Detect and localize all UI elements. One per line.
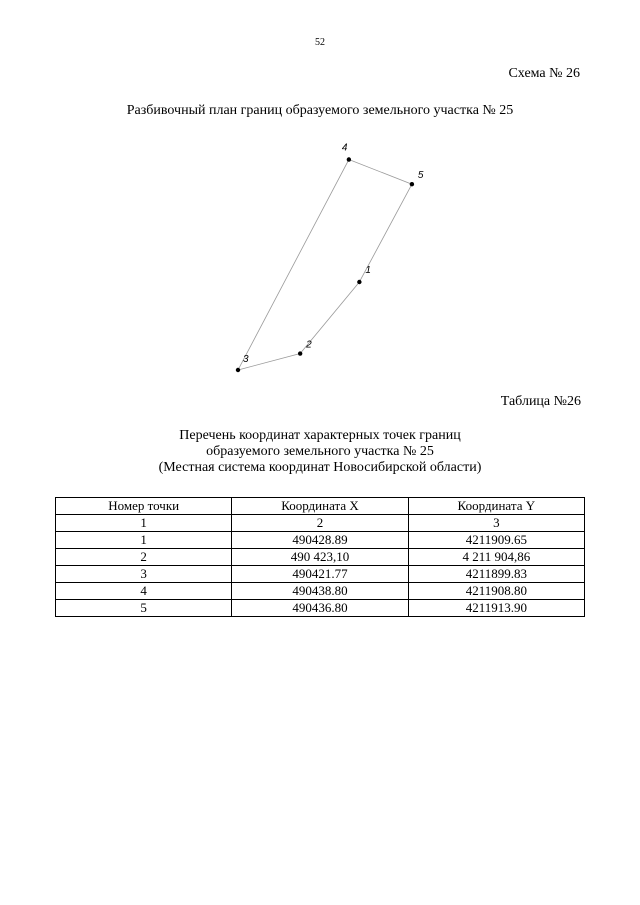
boundary-point-label: 5: [417, 170, 424, 182]
table-header-row: [56, 498, 585, 515]
table-cell: 3: [408, 515, 584, 532]
table-cell: 490421.77: [232, 566, 408, 583]
table-cell: 490436.80: [232, 600, 408, 617]
page-number: 52: [315, 37, 325, 48]
table-numbering-row: [56, 515, 585, 532]
table-cell: 4: [56, 583, 232, 600]
table-cell: 2: [232, 515, 408, 532]
header-point-number: Номер точки: [56, 498, 232, 515]
boundary-plan: [0, 0, 640, 400]
table-row: [56, 549, 585, 566]
table-row: [56, 600, 585, 617]
table-row: [56, 566, 585, 583]
table-cell: 3: [56, 566, 232, 583]
table-cell: 1: [56, 515, 232, 532]
table-row: [56, 583, 585, 600]
boundary-point-marker: [347, 157, 351, 161]
caption-line-2: образуемого земельного участка № 25: [206, 444, 434, 459]
boundary-point-marker: [298, 351, 302, 355]
table-cell: 5: [56, 600, 232, 617]
table-cell: 4211908.80: [408, 583, 584, 600]
table-cell: 4 211 904,86: [408, 549, 584, 566]
table-cell: 4211899.83: [408, 566, 584, 583]
table-cell: 4211913.90: [408, 600, 584, 617]
table-cell: 4211909.65: [408, 532, 584, 549]
plan-title: Разбивочный план границ образуемого земельного участка № 25: [126, 103, 514, 118]
boundary-point-label: 3: [243, 354, 249, 365]
boundary-point-marker: [357, 280, 361, 284]
table-cell: 1: [56, 532, 232, 549]
table-label: Таблица №26: [500, 394, 581, 409]
boundary-point-label: 2: [306, 339, 312, 351]
table-cell: 490428.89: [232, 532, 408, 549]
boundary-point-marker: [236, 368, 240, 372]
boundary-point-marker: [410, 182, 414, 186]
boundary-polygon: [238, 160, 412, 370]
header-coordinate-x: Координата X: [232, 498, 408, 515]
caption-line-1: Перечень координат характерных точек границ: [179, 428, 461, 443]
table-cell: 490 423,10: [232, 549, 408, 566]
coordinates-table: [55, 497, 585, 617]
header-coordinate-y: Координата Y: [408, 498, 584, 515]
table-cell: 490438.80: [232, 583, 408, 600]
boundary-point-label: 4: [341, 142, 348, 154]
table-caption: [0, 428, 640, 476]
table-cell: 2: [56, 549, 232, 566]
table-row: [56, 532, 585, 549]
caption-line-3: (Местная система координат Новосибирской области): [158, 460, 482, 475]
scheme-label: Схема № 26: [508, 66, 580, 81]
boundary-point-label: 1: [365, 264, 371, 276]
